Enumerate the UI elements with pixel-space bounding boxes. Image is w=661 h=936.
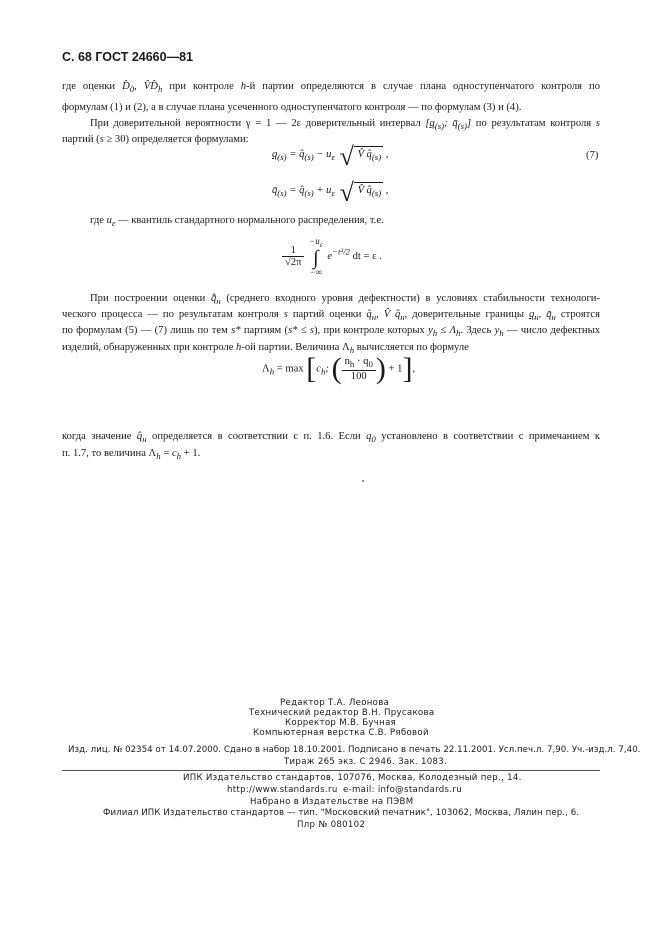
sqrt-sign: √ V̂ $q̂_{(s)}$ bbox=[339, 178, 382, 207]
paragraph-5-line-2: п. 1.7, то величина $\Lambda_h = c_h + 1$. bbox=[62, 448, 201, 462]
text-fragment: + 1. bbox=[181, 448, 201, 459]
colophon-plr: Плр № 080102 bbox=[297, 820, 366, 830]
integral-coefficient: $\frac{1}{√2\pi}$ bbox=[282, 245, 304, 268]
plus-one: + 1 bbox=[388, 363, 403, 375]
text-fragment: -й партии определяются в случае плана одноступенчатого контроля по bbox=[246, 81, 600, 92]
text-fragment: установлено в соответствии с примечанием к bbox=[375, 431, 600, 442]
colophon-divider bbox=[62, 770, 600, 771]
text-fragment: -ой партии. Величина Λ bbox=[241, 342, 350, 353]
text-fragment: (среднего входного уровня дефектности) в условиях стабильности технологи- bbox=[220, 293, 601, 304]
text-fragment: ≥ 30) определяется формулами: bbox=[103, 134, 249, 145]
math-symbol: s* ≤ s bbox=[288, 325, 315, 336]
math-symbol: $q̄̂_н$ bbox=[210, 293, 221, 307]
text-fragment: при контроле bbox=[162, 81, 241, 92]
text-fragment: где оценки bbox=[62, 81, 123, 92]
colophon-email: e-mail: info@standards.ru bbox=[343, 785, 462, 795]
paragraph-1-line-2: формулам (1) и (2), а в случае плана усеченного одноступенчатого контроля — по формулам (3) и (4). bbox=[62, 102, 522, 113]
math-symbol: [$q_{(s)}$; $q̄_{(s)}$] bbox=[425, 118, 472, 132]
math-symbol: $D̂_0$, $V̂D̂_h$ bbox=[122, 81, 163, 95]
text-fragment: где bbox=[90, 215, 107, 226]
text-fragment: ), при контроле которых bbox=[314, 325, 429, 336]
integral-limits: $-u_\varepsilon$ ∫ −∞ bbox=[309, 236, 323, 277]
paragraph-4-line-4: изделий, обнаруженных при контроле h-ой партии. Величина $\Lambda_h$ вычисляется по формуле bbox=[62, 342, 469, 356]
text-fragment: ческого процесса — по результатам контроля bbox=[62, 309, 284, 320]
colophon-editor: Редактор Т.А. Леонова bbox=[280, 698, 390, 708]
text-fragment: партиям ( bbox=[240, 325, 289, 336]
equation-number: (7) bbox=[586, 150, 599, 161]
math-symbol: s* bbox=[231, 325, 241, 336]
text-fragment: определяется в соответствии с п. 1.6. Если bbox=[146, 431, 367, 442]
scan-speck bbox=[362, 480, 364, 482]
math-symbol: s bbox=[283, 309, 288, 320]
math-symbol: h bbox=[236, 342, 242, 353]
text-fragment: партий оценки bbox=[287, 309, 367, 320]
math-symbol: $y_h \le \Lambda_h$ bbox=[428, 325, 461, 339]
text-fragment: по формулам (5) — (7) лишь по тем bbox=[62, 325, 232, 336]
text-fragment: партий ( bbox=[62, 134, 100, 145]
text-fragment: . Здесь bbox=[460, 325, 495, 336]
colophon-print-info-1: Изд. лиц. № 02354 от 14.07.2000. Сдано в набор 18.10.2001. Подписано в печать 22.11.2001. Усл.печ.л. 7,90. Уч.-изд.л. 7,40. bbox=[68, 745, 641, 755]
page-header: С. 68 ГОСТ 24660—81 bbox=[62, 50, 193, 64]
integral-equals: dt = ε . bbox=[352, 250, 382, 262]
formula-lower-bound: $q_{(s)}$ = $q̂_{(s)} - u_\varepsilon$ √ V̂ $q̂_{(s)}$ , bbox=[272, 142, 389, 171]
sqrt-sign: √ V̂ $q̂_{(s)}$ bbox=[339, 142, 382, 171]
math-symbol: $q_0$ bbox=[366, 431, 376, 445]
text-fragment: изделий, обнаруженных при контроле bbox=[62, 342, 237, 353]
text-fragment: вычисляется по формуле bbox=[354, 342, 469, 353]
max-operator: = max bbox=[276, 363, 304, 375]
math-symbol: h bbox=[240, 81, 247, 92]
colophon-typeset: Набрано в Издательстве на ПЭВМ bbox=[250, 797, 414, 807]
math-symbol: s bbox=[99, 134, 104, 145]
text-fragment: строятся bbox=[555, 309, 600, 320]
formula-upper-bound: $q̄_{(s)}$ = $q̂_{(s)} + u_\varepsilon$ √ V̂ $q̂_{(s)}$ , bbox=[272, 178, 389, 207]
colophon-corrector: Корректор М.В. Бучная bbox=[285, 718, 397, 728]
text-fragment: При доверительной вероятности γ = 1 — 2ε доверительный интервал bbox=[90, 118, 426, 129]
text-fragment: п. 1.7, то величина Λ bbox=[62, 448, 157, 459]
lambda-formula: $\Lambda_h = \max [c_h$; ( $\frac{n_h \cdot q_0}{100}$ ) + 1], bbox=[262, 352, 416, 385]
math-symbol: $q̂_н$, V̂ $q̂_н$ bbox=[366, 309, 405, 323]
integral-formula: $\frac{1}{√2\pi}$ $-u_\varepsilon$ ∫ −∞ $e^{-t^2/2}$ dt = ε . bbox=[282, 236, 382, 277]
math-symbol: $y_h$ bbox=[494, 325, 504, 339]
math-symbol: $q_н$, $q̄_н$ bbox=[528, 309, 556, 323]
text-fragment: При построении оценки bbox=[90, 293, 211, 304]
lambda-fraction: $\frac{n_h \cdot q_0}{100}$ bbox=[342, 356, 376, 381]
text-fragment: по результатам контроля bbox=[471, 118, 596, 129]
colophon-web: http://www.standards.ru bbox=[227, 785, 338, 795]
lambda-symbol: Λ bbox=[262, 363, 270, 375]
text-fragment: , доверительные границы bbox=[404, 309, 529, 320]
math-symbol: $u_\varepsilon$ bbox=[106, 215, 116, 229]
paragraph-3 bbox=[62, 210, 600, 234]
colophon-print-info-2: Тираж 265 экз. С 2946. Зак. 1083. bbox=[284, 757, 448, 767]
colophon-layout: Компьютерная верстка С.В. Рябовой bbox=[253, 728, 429, 738]
colophon-branch: Филиал ИПК Издательство стандартов — тип. "Московский печатник", 103062, Москва, Лялин пер., 6. bbox=[103, 808, 580, 818]
colophon-tech-editor: Технический редактор В.Н. Прусакова bbox=[249, 708, 435, 718]
math-symbol: s bbox=[595, 118, 600, 129]
text-fragment: — число дефектных bbox=[503, 325, 600, 336]
math-symbol: $q̂_н$ bbox=[136, 431, 147, 445]
text-fragment: — квантиль стандартного нормального распределения, т.е. bbox=[115, 215, 384, 226]
colophon-publisher: ИПК Издательство стандартов, 107076, Москва, Колодезный пер., 14. bbox=[183, 773, 522, 783]
math-symbol: $c_h$ bbox=[171, 448, 182, 462]
text-fragment: когда значение bbox=[62, 431, 137, 442]
